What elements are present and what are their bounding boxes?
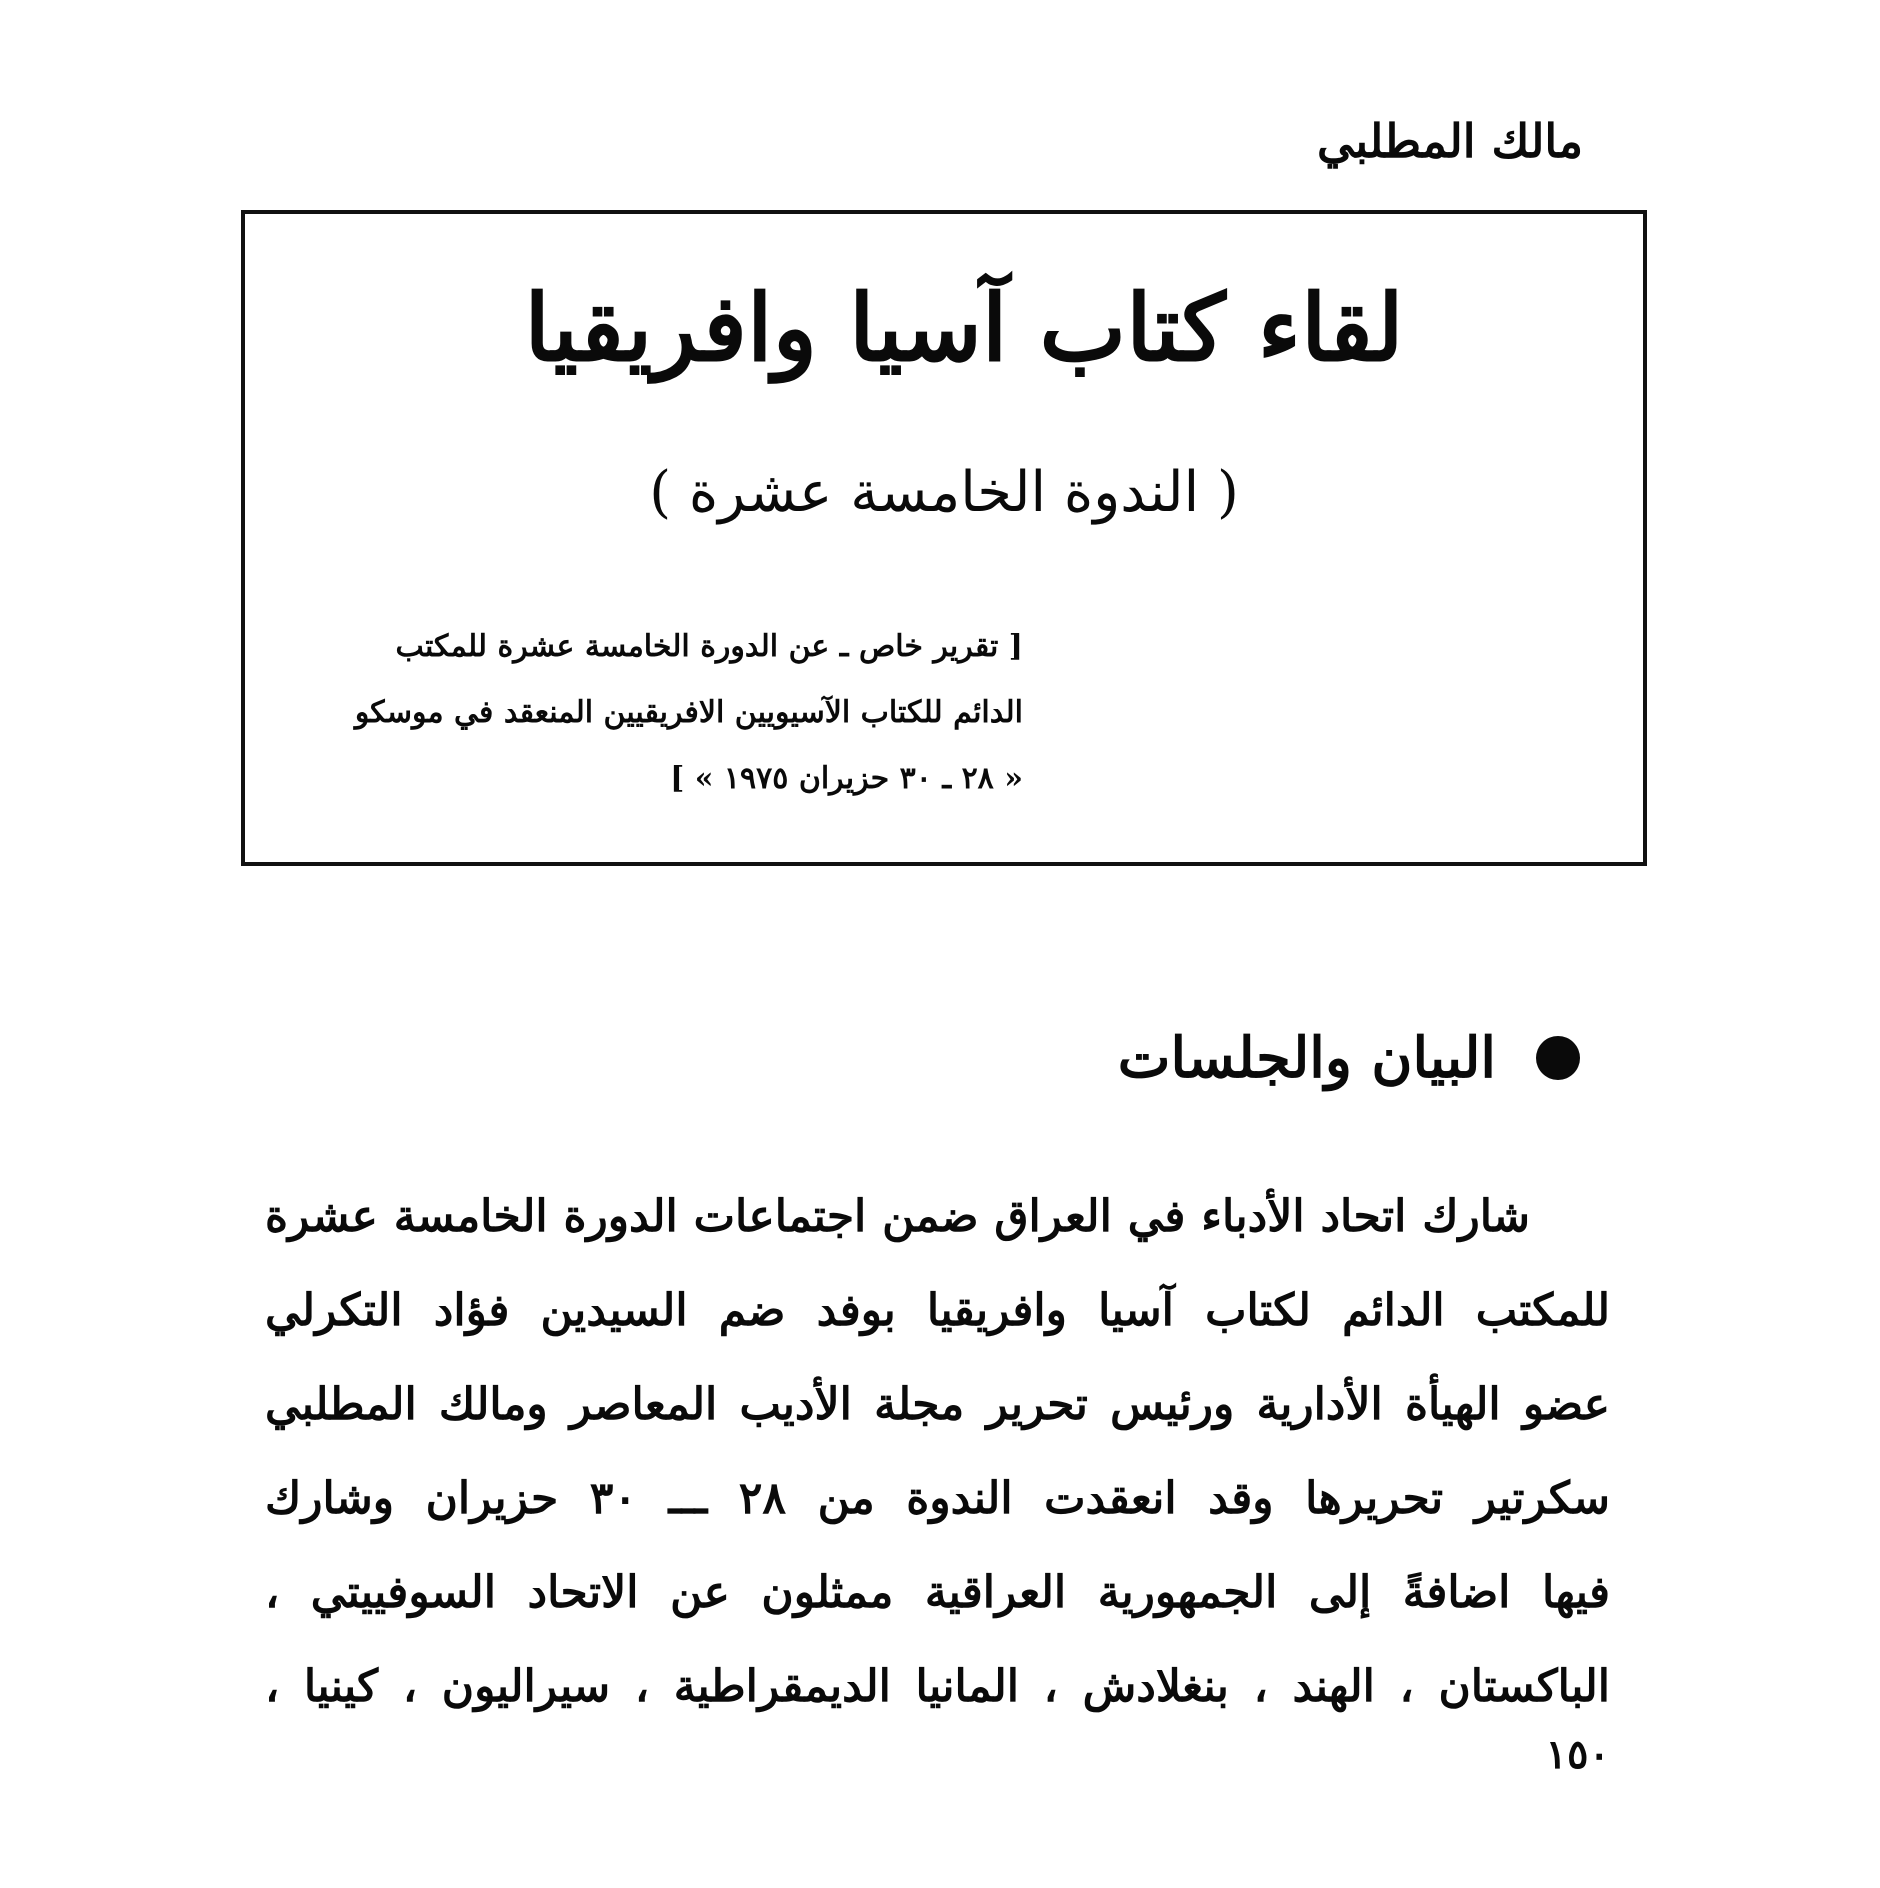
section-heading [1117,1025,1580,1091]
page-number: ١٥٠ [1545,1731,1610,1778]
body-line: عضو الهيأة الأدارية ورئيس تحرير مجلة الأديب المعاصر ومالك المطلبي [265,1379,1610,1430]
body-paragraph [265,1170,1610,1734]
report-note-line: « ٢٨ ـ ٣٠ حزيران ١٩٧٥ » ] [670,761,1023,796]
article-title: لقاء كتاب آسيا وافريقيا [524,274,1404,382]
body-line: سكرتير تحريرها وقد انعقدت الندوة من ٢٨ ـــ ٣٠ حزيران وشارك [265,1473,1610,1524]
body-line: فيها اضافةً إلى الجمهورية العراقية ممثلون عن الاتحاد السوفييتي ، [265,1567,1610,1618]
report-note-line: الدائم للكتاب الآسيويين الافريقيين المنعقد في موسكو [354,695,1023,730]
article-subtitle: ( الندوة الخامسة عشرة ) [649,460,1239,525]
report-note [245,614,1023,812]
report-note-line: [ تقرير خاص ـ عن الدورة الخامسة عشرة للمكتب [395,629,1023,664]
running-header-author: مالك المطلبي [1316,114,1583,168]
body-line: للمكتب الدائم لكتاب آسيا وافريقيا بوفد ضم السيدين فؤاد التكرلي [265,1285,1610,1336]
title-box [241,210,1647,866]
body-line: الباكستان ، الهند ، بنغلادش ، المانيا الديمقراطية ، سيراليون ، كينيا ، [265,1661,1610,1712]
section-heading-text: البيان والجلسات [1117,1025,1496,1091]
body-line: شارك اتحاد الأدباء في العراق ضمن اجتماعات الدورة الخامسة عشرة [265,1191,1530,1242]
bullet-icon [1536,1036,1580,1080]
